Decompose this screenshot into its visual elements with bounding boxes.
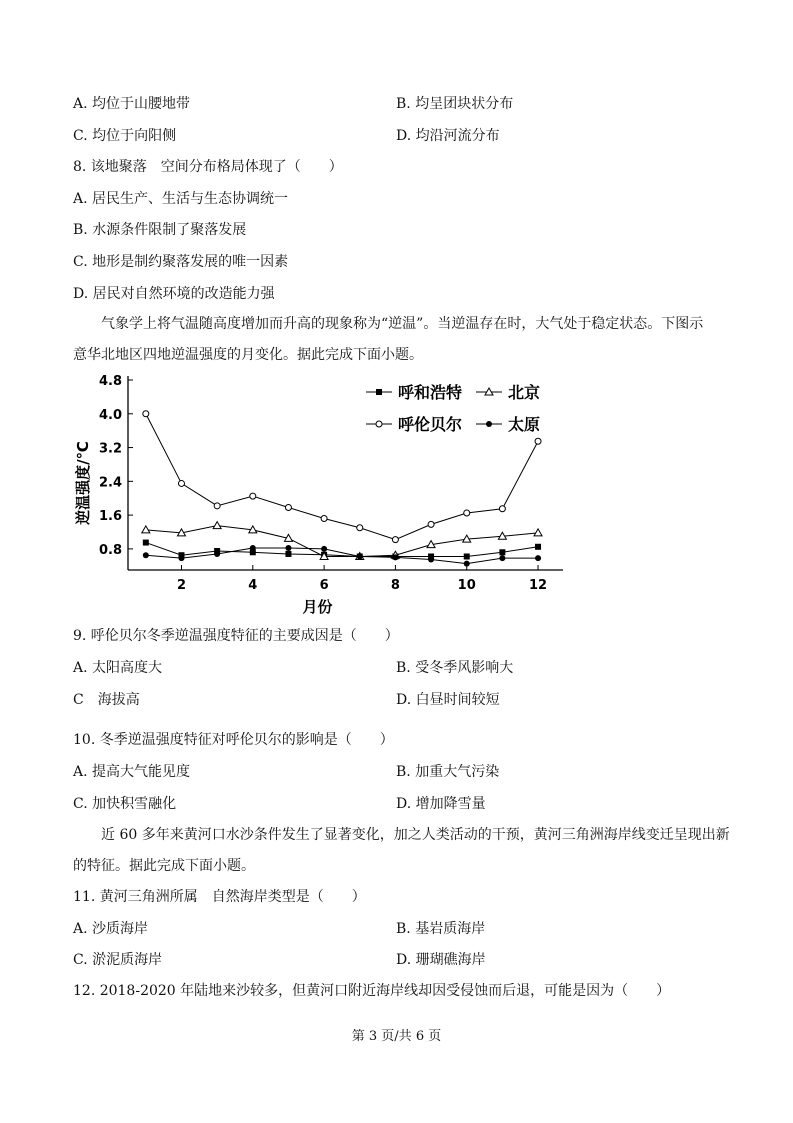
data-point: [535, 544, 541, 550]
q10-option-c: C. 加快积雪融化: [73, 796, 177, 812]
x-axis-label: 月份: [302, 598, 333, 616]
q7-option-a: A. 均位于山腰地带: [73, 96, 191, 112]
x-tick-label: 12: [528, 578, 548, 593]
data-point: [214, 503, 220, 509]
legend-marker: [486, 421, 492, 427]
q8-stem: 8. 该地聚落 空间分布格局体现了（ ）: [73, 159, 343, 175]
data-point: [214, 551, 220, 557]
legend-item: [476, 383, 540, 402]
q8-option-a: A. 居民生产、生活与生态协调统一: [73, 191, 289, 207]
q12-stem: 12. 2018-2020 年陆地来沙较多，但黄河口附近海岸线却因受侵蚀而后退，可能是因为（ ）: [73, 983, 671, 999]
intro-inversion-line2: 意华北地区四地逆温强度的月变化。据此完成下面小题。: [73, 347, 423, 363]
data-point: [534, 529, 542, 536]
q11-option-c: C. 淤泥质海岸: [73, 952, 163, 968]
x-tick-label: 2: [176, 578, 187, 593]
data-point: [142, 526, 150, 533]
q9-option-d: D. 白昼时间较短: [396, 692, 500, 708]
page-footer: 第 3 页/共 6 页: [351, 1029, 442, 1044]
intro-inversion-line1: 气象学上将气温随高度增加而升高的现象称为“逆温”。当逆温存在时，大气处于稳定状态。下图示: [101, 316, 704, 332]
data-point: [499, 555, 505, 561]
data-point: [392, 537, 398, 543]
y-tick-label: 0.8: [98, 542, 122, 558]
data-point: [250, 493, 256, 499]
data-point: [464, 553, 470, 559]
legend-item: [366, 383, 462, 402]
data-point: [143, 552, 149, 558]
data-point: [357, 553, 363, 559]
q8-option-c: C. 地形是制约聚落发展的唯一因素: [73, 254, 289, 270]
y-tick-label: 3.2: [98, 441, 122, 457]
q10-option-a: A. 提高大气能见度: [73, 764, 191, 780]
q9-option-a: A. 太阳高度大: [73, 660, 163, 676]
x-tick-label: 8: [390, 578, 400, 593]
y-tick-label: 2.4: [98, 475, 122, 491]
data-point: [464, 561, 470, 567]
data-point: [250, 545, 256, 551]
data-point: [464, 510, 470, 516]
legend-label: 太原: [508, 415, 541, 434]
data-point: [428, 521, 434, 527]
data-point: [321, 546, 327, 552]
data-point: [499, 549, 505, 555]
legend-marker: [376, 389, 382, 395]
data-point: [535, 438, 541, 444]
x-tick-label: 10: [457, 578, 476, 593]
data-point: [285, 545, 291, 551]
q9-stem: 9. 呼伦贝尔冬季逆温强度特征的主要成因是（ ）: [73, 628, 399, 644]
legend-label: 呼伦贝尔: [398, 415, 463, 434]
q7-option-d: D. 均沿河流分布: [396, 128, 500, 144]
data-point: [357, 525, 363, 531]
data-point: [178, 555, 184, 561]
data-point: [428, 556, 434, 562]
q11-option-b: B. 基岩质海岸: [396, 921, 486, 937]
series-line: [146, 543, 538, 557]
data-point: [499, 506, 505, 512]
data-point: [285, 551, 291, 557]
intro-yellow-river-line2: 的特征。据此完成下面小题。: [73, 858, 255, 874]
q11-option-d: D. 珊瑚礁海岸: [396, 952, 486, 968]
q10-stem: 10. 冬季逆温强度特征对呼伦贝尔的影响是（ ）: [73, 732, 394, 748]
data-point: [143, 540, 149, 546]
series-line: [146, 526, 538, 557]
y-tick-label: 1.6: [98, 509, 122, 525]
data-point: [392, 554, 398, 560]
intro-yellow-river-line1: 近 60 多年来黄河口水沙条件发生了显著变化，加之人类活动的干预，黄河三角洲海岸线变迁呈现出新: [101, 827, 730, 843]
q8-option-d: D. 居民对自然环境的改造能力强: [73, 286, 275, 302]
legend-item: [366, 415, 462, 434]
data-point: [143, 411, 149, 417]
q9-option-c: C 海拔高: [73, 692, 140, 708]
q10-option-b: B. 加重大气污染: [396, 764, 500, 780]
legend-label: 呼和浩特: [398, 383, 463, 402]
y-tick-label: 4.8: [98, 374, 122, 389]
legend-marker: [376, 421, 382, 427]
q9-option-b: B. 受冬季风影响大: [396, 660, 514, 676]
legend-label: 北京: [508, 383, 541, 402]
q11-option-a: A. 沙质海岸: [73, 921, 149, 937]
y-axis-label: 逆温强度/℃: [74, 441, 92, 525]
q10-option-d: D. 增加降雪量: [396, 796, 486, 812]
q7-option-c: C. 均位于向阳侧: [73, 128, 177, 144]
y-tick-label: 4.0: [98, 407, 122, 423]
data-point: [285, 505, 291, 511]
inversion-chart: [66, 374, 576, 622]
series-3: [143, 411, 541, 543]
data-point: [213, 522, 221, 529]
series-2: [142, 522, 542, 560]
legend-item: [476, 415, 540, 434]
q8-option-b: B. 水源条件限制了聚落发展: [73, 222, 247, 238]
q7-option-b: B. 均呈团块状分布: [396, 96, 514, 112]
data-point: [321, 515, 327, 521]
x-tick-label: 6: [319, 578, 329, 593]
data-point: [535, 555, 541, 561]
series-line: [146, 414, 541, 540]
data-point: [178, 480, 184, 486]
q11-stem: 11. 黄河三角洲所属 自然海岸类型是（ ）: [73, 889, 366, 905]
x-tick-label: 4: [248, 578, 258, 593]
